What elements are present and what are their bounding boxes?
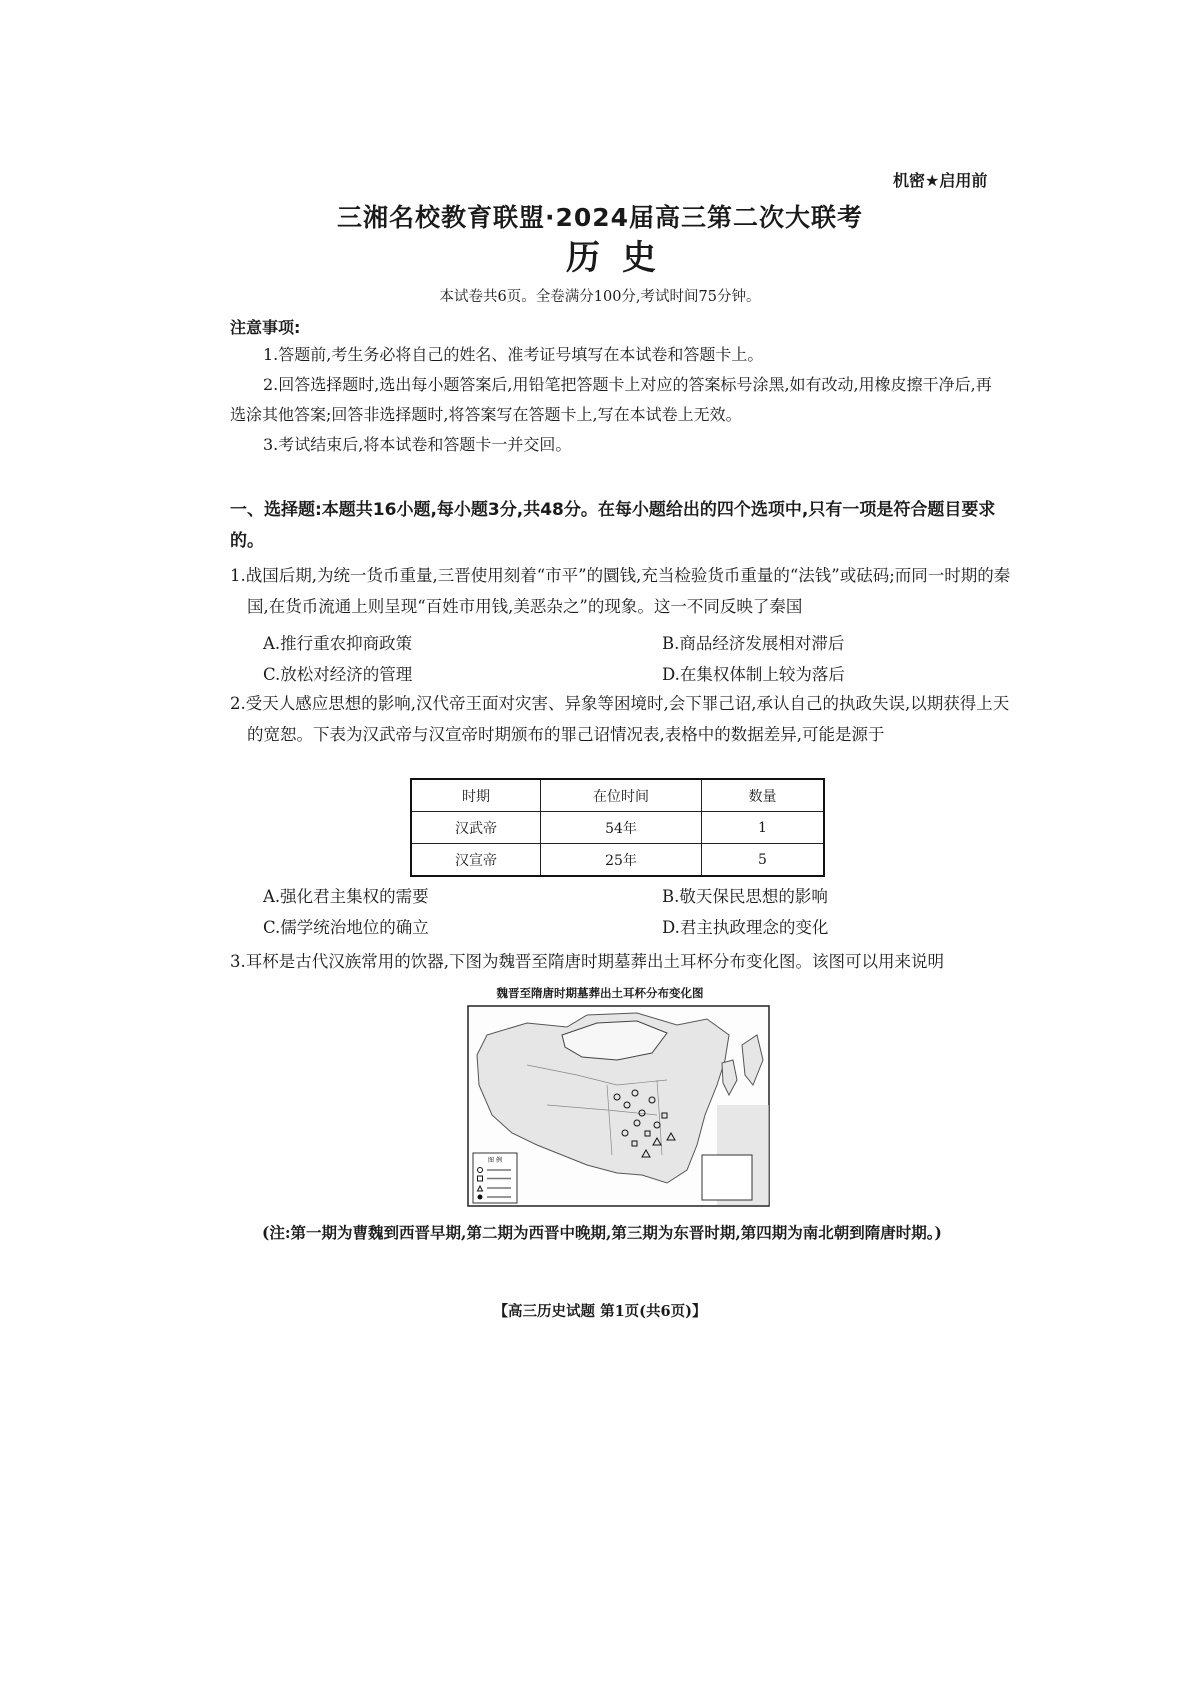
table-header-cell: 时期	[411, 779, 541, 812]
subject-title: 历史	[566, 238, 678, 278]
notice-item-2: 2.回答选择题时,选出每小题答案后,用铅笔把答题卡上对应的答案标号涂黑,如有改动,用橡皮擦干净后,再选涂其他答案;回答非选择题时,将答案写在答题卡上,写在本试卷上无效。	[230, 375, 992, 424]
table-cell: 54年	[541, 812, 702, 844]
page-footer: 【高三历史试题 第1页(共6页)】	[493, 1303, 707, 1320]
table-cell: 1	[702, 812, 825, 844]
table-row	[411, 812, 824, 844]
exam-title: 三湘名校教育联盟·2024届高三第二次大联考	[336, 203, 864, 232]
table-cell: 5	[702, 844, 825, 877]
ear-cup-distribution-map	[467, 1005, 770, 1207]
q1-option-a: A.推行重农抑商政策	[263, 634, 413, 653]
table-header-cell: 在位时间	[541, 779, 702, 812]
table-header-cell: 数量	[702, 779, 825, 812]
q2-option-b: B.敬天保民思想的影响	[662, 887, 828, 906]
q1-option-b: B.商品经济发展相对滞后	[662, 634, 845, 653]
table-cell: 25年	[541, 844, 702, 877]
table-header-row	[411, 779, 824, 812]
map-legend-title: 图 例	[488, 1157, 502, 1164]
q2-option-d: D.君主执政理念的变化	[662, 918, 829, 937]
q2-option-a: A.强化君主集权的需要	[263, 887, 429, 906]
confidential-mark: 机密★启用前	[893, 171, 988, 190]
notice-item-3: 3.考试结束后,将本试卷和答题卡一并交回。	[263, 435, 572, 454]
q2-option-c: C.儒学统治地位的确立	[263, 918, 429, 937]
map-caption: 魏晋至隋唐时期墓葬出土耳杯分布变化图	[496, 986, 704, 1000]
question-3-stem: 3.耳杯是古代汉族常用的饮器,下图为魏晋至隋唐时期墓葬出土耳杯分布变化图。该图可以用来说明	[230, 952, 944, 971]
notice-item-1: 1.答题前,考生务必将自己的姓名、准考证号填写在本试卷和答题卡上。	[263, 345, 764, 364]
q1-option-d: D.在集权体制上较为落后	[662, 665, 845, 684]
edict-table	[410, 778, 825, 877]
q1-option-c: C.放松对经济的管理	[263, 665, 413, 684]
exam-info: 本试卷共6页。全卷满分100分,考试时间75分钟。	[439, 289, 761, 305]
question-1-stem: 1.战国后期,为统一货币重量,三晋使用刻着“市平”的圜钱,充当检验货币重量的“法钱”或砝码;而同一时期的秦国,在货币流通上则呈现“百姓市用钱,美恶杂之”的现象。这一不同反映了秦国	[230, 566, 1011, 616]
table-cell: 汉宣帝	[411, 844, 541, 877]
section-heading: 一、选择题:本题共16小题,每小题3分,共48分。在每小题给出的四个选项中,只有一项是符合题目要求的。	[230, 500, 996, 551]
table-row	[411, 844, 824, 877]
question-2-stem: 2.受天人感应思想的影响,汉代帝王面对灾害、异象等困境时,会下罪己诏,承认自己的执政失误,以期获得上天的宽恕。下表为汉武帝与汉宣帝时期颁布的罪己诏情况表,表格中的数据差异,可能是源于	[230, 694, 1010, 744]
notice-heading: 注意事项:	[230, 318, 301, 337]
table-cell: 汉武帝	[411, 812, 541, 844]
map-note: (注:第一期为曹魏到西晋早期,第二期为西晋中晚期,第三期为东晋时期,第四期为南北朝到隋唐时期。)	[262, 1223, 942, 1242]
